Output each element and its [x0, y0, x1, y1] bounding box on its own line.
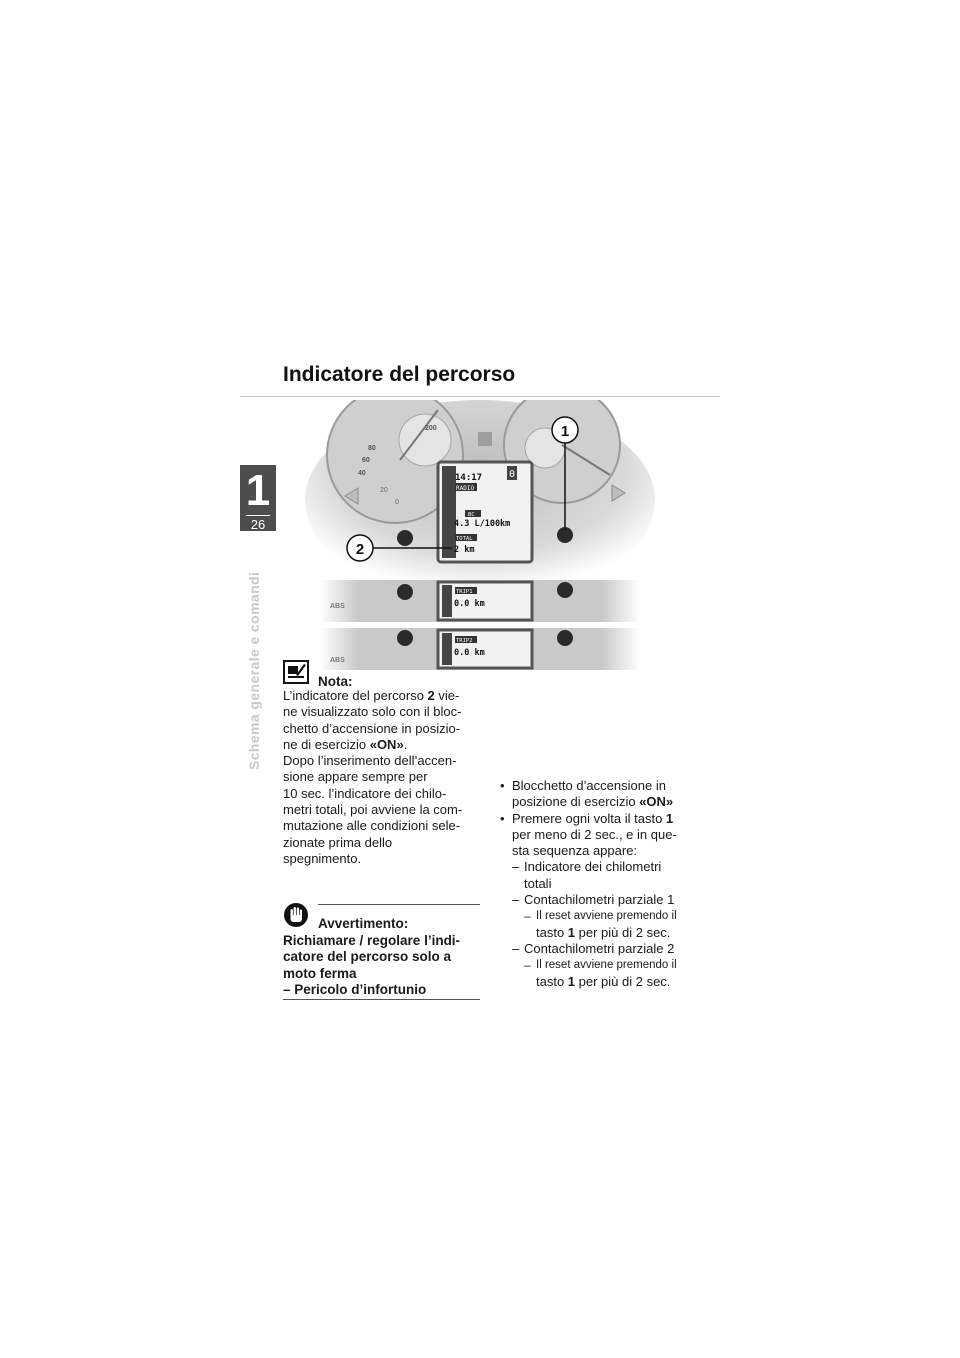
display-consumption: 4.3 L/100km — [454, 519, 511, 529]
list-item: • Blocchetto d’accensione in — [500, 778, 700, 794]
page-number: 26 — [250, 517, 266, 532]
hand-warning-icon — [283, 902, 309, 928]
chapter-tab — [240, 465, 276, 531]
list-item: • Premere ogni volta il tasto 1 — [500, 811, 700, 827]
list-item: – Il reset avviene premendo il — [500, 957, 700, 973]
display-label-total: TOTAL — [456, 536, 473, 542]
list-item: – Indicatore dei chilometri — [500, 859, 700, 875]
note-icon — [283, 660, 309, 684]
svg-text:200: 200 — [425, 425, 437, 432]
display-label-radio: RADIO — [456, 485, 475, 492]
display-trip2-value: 0.0 km — [454, 648, 485, 658]
svg-text:80: 80 — [368, 445, 376, 452]
callout-2-label: 2 — [355, 541, 365, 558]
warning-top-rule — [318, 904, 480, 905]
note-title: Nota: — [318, 674, 353, 689]
page-title: Indicatore del percorso — [283, 363, 516, 386]
note-body: L’indicatore del percorso 2 vie- ne visualizzato solo con il bloc- chetto d’accensione in posizio- ne di esercizio «ON». Dopo l’inserimento dell’accen- sione appare sempre per 10 sec. l’indicatore dei chilo- metri totali, poi avviene la com- mutazione alle condizioni sele- zionate prima dello spegnimento. — [283, 688, 463, 866]
display-trip2 — [438, 630, 532, 668]
display-trip1-value: 0.0 km — [454, 599, 485, 609]
warning-text: Richiamare / regolare l’indi- catore del percorso solo a moto ferma – Pericolo d’infortunio — [283, 933, 461, 997]
chapter-number: 1 — [245, 466, 271, 515]
svg-text:ABS: ABS — [330, 657, 345, 664]
svg-text:60: 60 — [362, 457, 370, 464]
list-item: – Contachilometri parziale 2 — [500, 941, 700, 957]
button-2 — [397, 530, 413, 546]
svg-text:0: 0 — [395, 499, 399, 506]
display-label-bc: BC — [468, 512, 475, 518]
list-item: – Il reset avviene premendo il — [500, 908, 700, 924]
warning-bottom-rule — [283, 999, 480, 1000]
neutral-indicator — [478, 432, 492, 446]
warning-title: Avvertimento: — [318, 916, 409, 931]
title-divider — [240, 396, 720, 397]
display-trip2-label: TRIP2 — [456, 638, 473, 644]
svg-text:20: 20 — [380, 487, 388, 494]
callout-1-label: 1 — [560, 423, 570, 440]
speedometer-hub — [399, 414, 451, 466]
side-title: Schema generale e comandi — [246, 571, 262, 770]
list-item: – Contachilometri parziale 1 — [500, 892, 700, 908]
display-time: 14:17 — [455, 473, 483, 483]
svg-text:40: 40 — [358, 470, 366, 477]
display-trip1-label: TRIP1 — [456, 589, 473, 595]
svg-text:ABS: ABS — [330, 603, 345, 610]
chapter-divider — [246, 515, 270, 516]
display-odometer: 2 km — [454, 545, 475, 555]
display-trip1 — [438, 582, 532, 620]
dashboard-illustration — [300, 400, 660, 675]
steps-list: • Blocchetto d’accensione in posizione di esercizio «ON» • Premere ogni volta il tasto 1 per meno di 2 sec., e in que- sta sequenza appare: – Indicatore dei chilometri totali – Contachilometri parziale 1 – Il reset avviene premendo il tasto 1 per più di 2 sec. – Contachilometri parziale 2 – Il reset avviene premendo il tasto 1 per più di 2 sec. — [500, 778, 700, 990]
display-gear: 0 — [509, 469, 516, 480]
